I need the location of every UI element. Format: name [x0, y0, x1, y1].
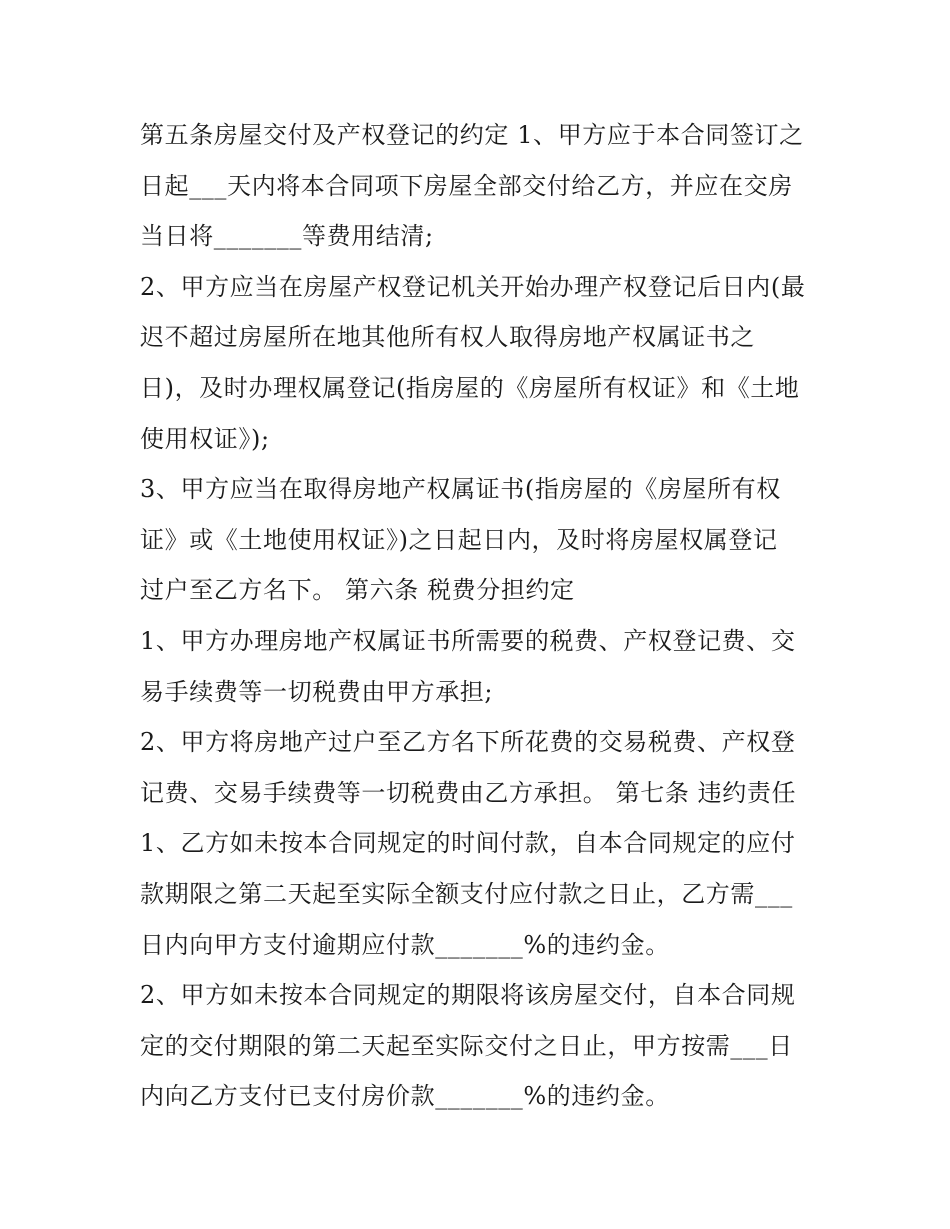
text-line: 2、甲方将房地产过户至乙方名下所花费的交易税费、产权登 [140, 728, 796, 757]
document-body [140, 110, 820, 1122]
text-line: 定的交付期限的第二天起至实际交付之日止，甲方按需___日 [140, 1031, 793, 1060]
text-line: 2、甲方应当在房屋产权登记机关开始办理产权登记后日内(最 [140, 272, 806, 301]
text-line: 款期限之第二天起至实际全额支付应付款之日止，乙方需___ [140, 879, 793, 908]
text-line: 日)，及时办理权属登记(指房屋的《房屋所有权证》和《土地 [140, 373, 800, 402]
text-line: 当日将_______等费用结清; [140, 222, 434, 251]
text-line: 1、乙方如未按本合同规定的时间付款，自本合同规定的应付 [140, 829, 796, 858]
text-line: 记费、交易手续费等一切税费由乙方承担。 第七条 违约责任 [140, 778, 797, 807]
text-line: 日起___天内将本合同项下房屋全部交付给乙方，并应在交房 [140, 171, 793, 200]
text-line: 3、甲方应当在取得房地产权属证书(指房屋的《房屋所有权 [140, 475, 781, 504]
text-line: 1、甲方办理房地产权属证书所需要的税费、产权登记费、交 [140, 626, 796, 655]
text-line: 易手续费等一切税费由甲方承担; [140, 677, 494, 706]
text-line: 过户至乙方名下。 第六条 税费分担约定 [140, 576, 575, 605]
text-line: 使用权证》); [140, 424, 270, 453]
text-line: 内向乙方支付已支付房价款_______%的违约金。 [140, 1082, 670, 1111]
text-line: 2、甲方如未按本合同规定的期限将该房屋交付，自本合同规 [140, 981, 796, 1010]
text-line: 迟不超过房屋所在地其他所有权人取得房地产权属证书之 [140, 323, 755, 352]
text-line: 证》或《土地使用权证》)之日起日内，及时将房屋权属登记 [140, 525, 778, 554]
text-line: 日内向甲方支付逾期应付款_______%的违约金。 [140, 930, 670, 959]
text-line: 第五条房屋交付及产权登记的约定 1、甲方应于本合同签订之 [140, 121, 804, 149]
